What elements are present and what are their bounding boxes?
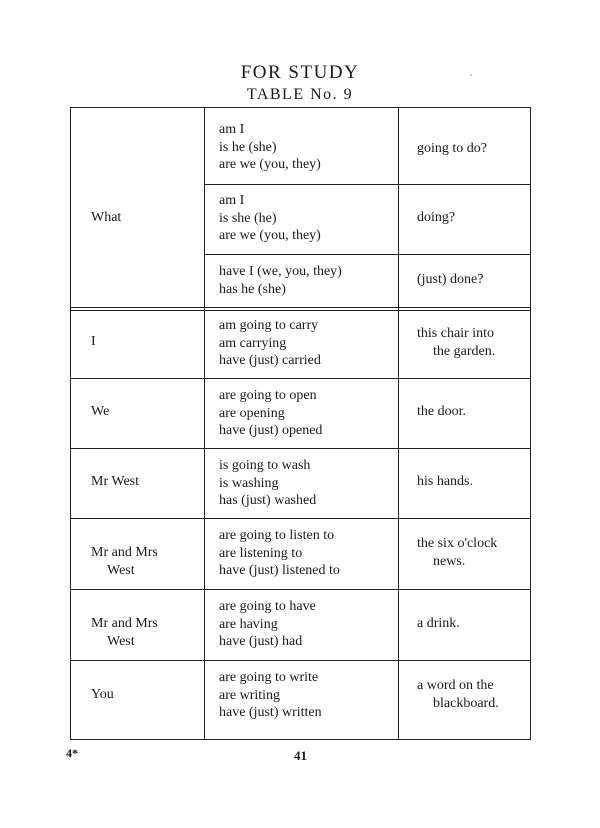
verb-cell: am I is she (he) are we (you, they) [219,193,321,243]
verb-cell: have I (we, you, they) has he (she) [219,264,342,297]
row-divider [70,378,531,379]
page-title: FOR STUDY [240,62,360,83]
column-divider-2 [398,107,399,740]
row-divider [204,254,531,255]
complement-cell: this chair into the garden. [417,326,496,359]
row-divider [70,660,531,661]
row-divider [204,184,531,185]
complement-cell: a word on the blackboard. [417,678,499,711]
verb-cell: are going to listen to are listening to have (just) listened to [219,528,340,578]
complement-cell: doing? [417,210,456,225]
row-divider [70,518,531,519]
table-subtitle: TABLE No. 9 [246,86,354,103]
complement-cell: the door. [417,404,466,419]
subject-cell: Mr and Mrs West [91,545,158,578]
subject-cell: You [91,687,114,702]
subject-cell: I [91,334,96,349]
verb-cell: are going to write are writing have (just) written [219,670,322,720]
verb-cell: are going to have are having have (just) had [219,599,316,649]
complement-cell: (just) done? [417,272,484,287]
complement-cell: the six o'clock news. [417,536,498,569]
verb-cell: am going to carry am carrying have (just) carried [219,318,321,368]
verb-cell: is going to wash is washing has (just) washed [219,458,317,508]
row-divider [70,589,531,590]
complement-cell: a drink. [417,616,460,631]
signature-mark: 4* [66,746,78,760]
row-divider-double-top [70,307,531,308]
complement-cell: his hands. [417,474,473,489]
row-divider-double-bottom [70,310,531,311]
row-divider [70,448,531,449]
verb-cell: am I is he (she) are we (you, they) [219,122,321,172]
subject-cell: What [91,210,122,225]
complement-cell: going to do? [417,141,487,156]
page-number: 41 [294,748,307,763]
subject-cell: Mr West [91,474,140,489]
subject-cell: We [91,404,110,419]
verb-cell: are going to open are opening have (just) opened [219,388,323,438]
subject-cell: Mr and Mrs West [91,616,158,649]
column-divider-1 [204,107,205,740]
